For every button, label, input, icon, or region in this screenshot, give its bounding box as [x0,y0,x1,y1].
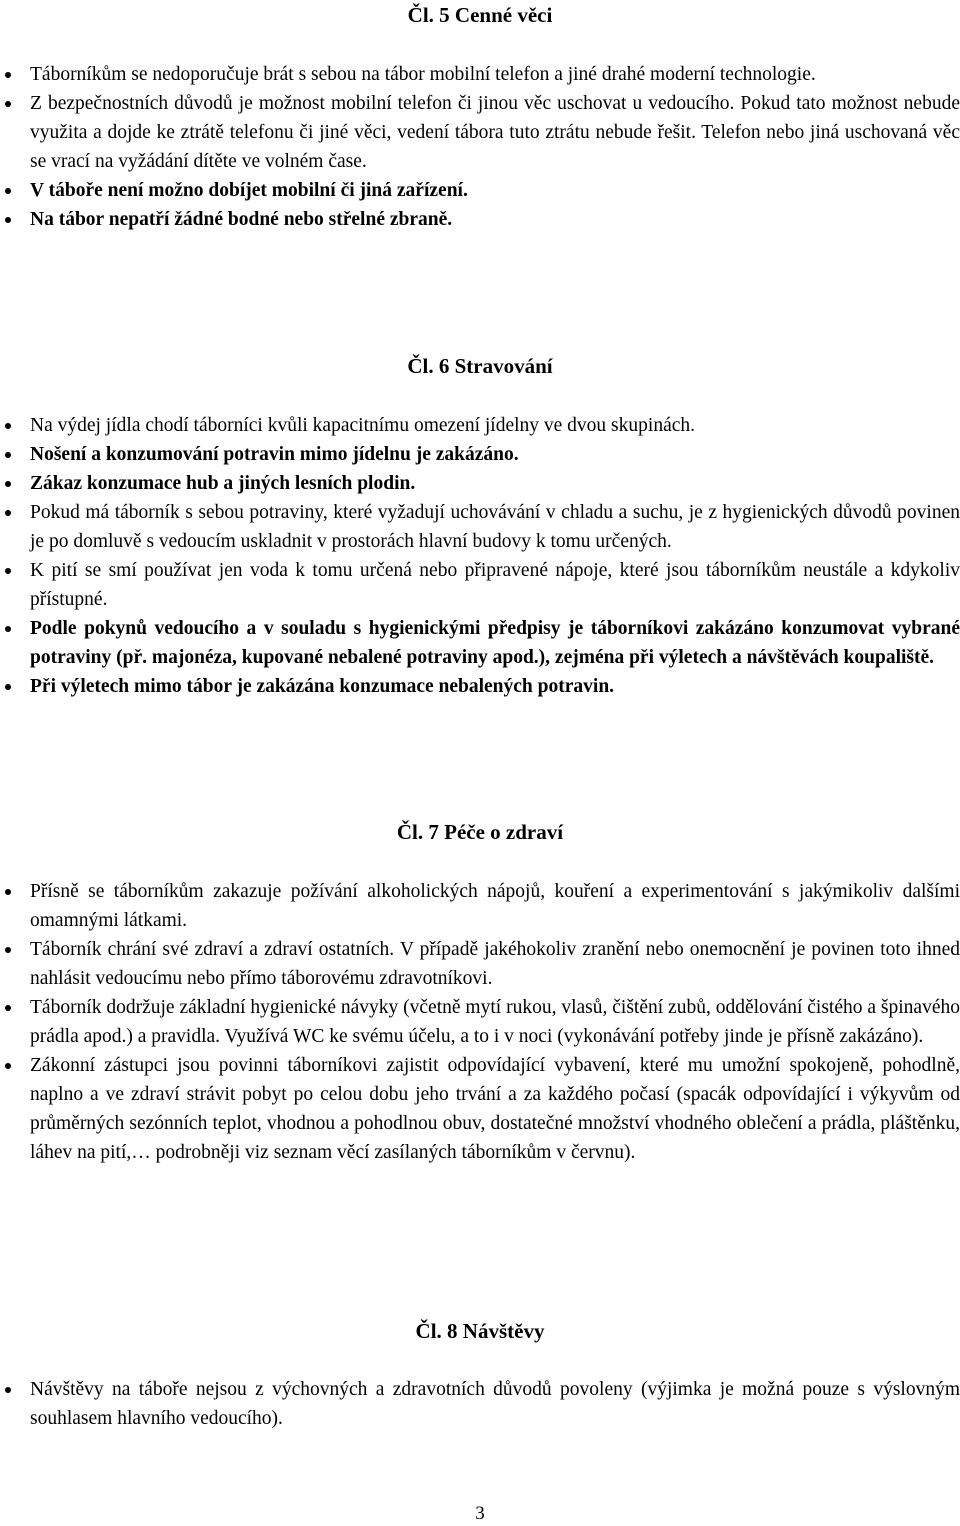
list-item: Z bezpečnostních důvodů je možnost mobilní telefon či jinou věc uschovat u vedoucího. Pokud tato možnost nebude využita a dojde ke ztrátě telefonu či jiné věci, vedení tábora tuto ztrátu nebude řešit. Telefon nebo jiná uschovaná věc se vrací na vyžádání dítěte ve volném čase. [30,89,960,176]
list-item: Nošení a konzumování potravin mimo jídelnu je zakázáno. [30,440,960,469]
section-heading-catering: Čl. 6 Stravování [407,354,553,378]
section-list-valuables [30,60,960,234]
list-item: Na výdej jídla chodí táborníci kvůli kapacitnímu omezení jídelny ve dvou skupinách. [30,411,960,440]
section-heading-health: Čl. 7 Péče o zdraví [396,820,564,844]
list-item: K pití se smí používat jen voda k tomu určená nebo připravené nápoje, které jsou táborníkům neustále a kdykoliv přístupné. [30,556,960,614]
list-item: Zákonní zástupci jsou povinni táborníkovi zajistit odpovídající vybavení, které mu umožní spokojeně, pohodlně, naplno a ve zdraví strávit pobyt po celou dobu jeho trvání a za každého počasí (spacák odpovídající i výkyvům od průměrných sezónních teplot, vhodnou a pohodlnou obuv, dostatečné množství vhodného oblečení a prádla, pláštěnku, láhev na pití,… podrobněji viz seznam věcí zasílaných táborníkům v červnu). [30,1051,960,1167]
section-list-catering [30,411,960,701]
list-item: Pokud má táborník s sebou potraviny, které vyžadují uchovávání v chladu a suchu, je z hygienických důvodů povinen je po domluvě s vedoucím uskladnit v prostorách hlavní budovy k tomu určených. [30,498,960,556]
list-item: Táborníkům se nedoporučuje brát s sebou na tábor mobilní telefon a jiné drahé moderní technologie. [30,60,960,89]
list-item: Na tábor nepatří žádné bodné nebo střelné zbraně. [30,205,960,234]
list-item: Táborník chrání své zdraví a zdraví ostatních. V případě jakéhokoliv zranění nebo onemocnění je povinen toto ihned nahlásit vedoucímu nebo přímo táborovému zdravotníkovi. [30,935,960,993]
list-item: Při výletech mimo tábor je zakázána konzumace nebalených potravin. [30,672,960,701]
list-item: Návštěvy na táboře nejsou z výchovných a zdravotních důvodů povoleny (výjimka je možná pouze s výslovným souhlasem hlavního vedoucího). [30,1375,960,1433]
list-item: Přísně se táborníkům zakazuje požívání alkoholických nápojů, kouření a experimentování s jakýmikoliv dalšími omamnými látkami. [30,877,960,935]
section-heading-visits: Čl. 8 Návštěvy [415,1319,545,1343]
page-number: 3 [475,1503,485,1524]
list-item: Podle pokynů vedoucího a v souladu s hygienickými předpisy je táborníkovi zakázáno konzumovat vybrané potraviny (př. majonéza, kupované nebalené potraviny apod.), zejména při výletech a návštěvách koupaliště. [30,614,960,672]
list-item: V táboře není možno dobíjet mobilní či jiná zařízení. [30,176,960,205]
section-list-health [30,877,960,1167]
list-item: Táborník dodržuje základní hygienické návyky (včetně mytí rukou, vlasů, čištění zubů, oddělování čistého a špinavého prádla apod.) a pravidla. Využívá WC ke svému účelu, a to i v noci (vykonávání potřeby jinde je přísně zakázáno). [30,993,960,1051]
section-heading-valuables: Čl. 5 Cenné věci [407,3,553,27]
list-item: Zákaz konzumace hub a jiných lesních plodin. [30,469,960,498]
section-list-visits [30,1375,960,1433]
